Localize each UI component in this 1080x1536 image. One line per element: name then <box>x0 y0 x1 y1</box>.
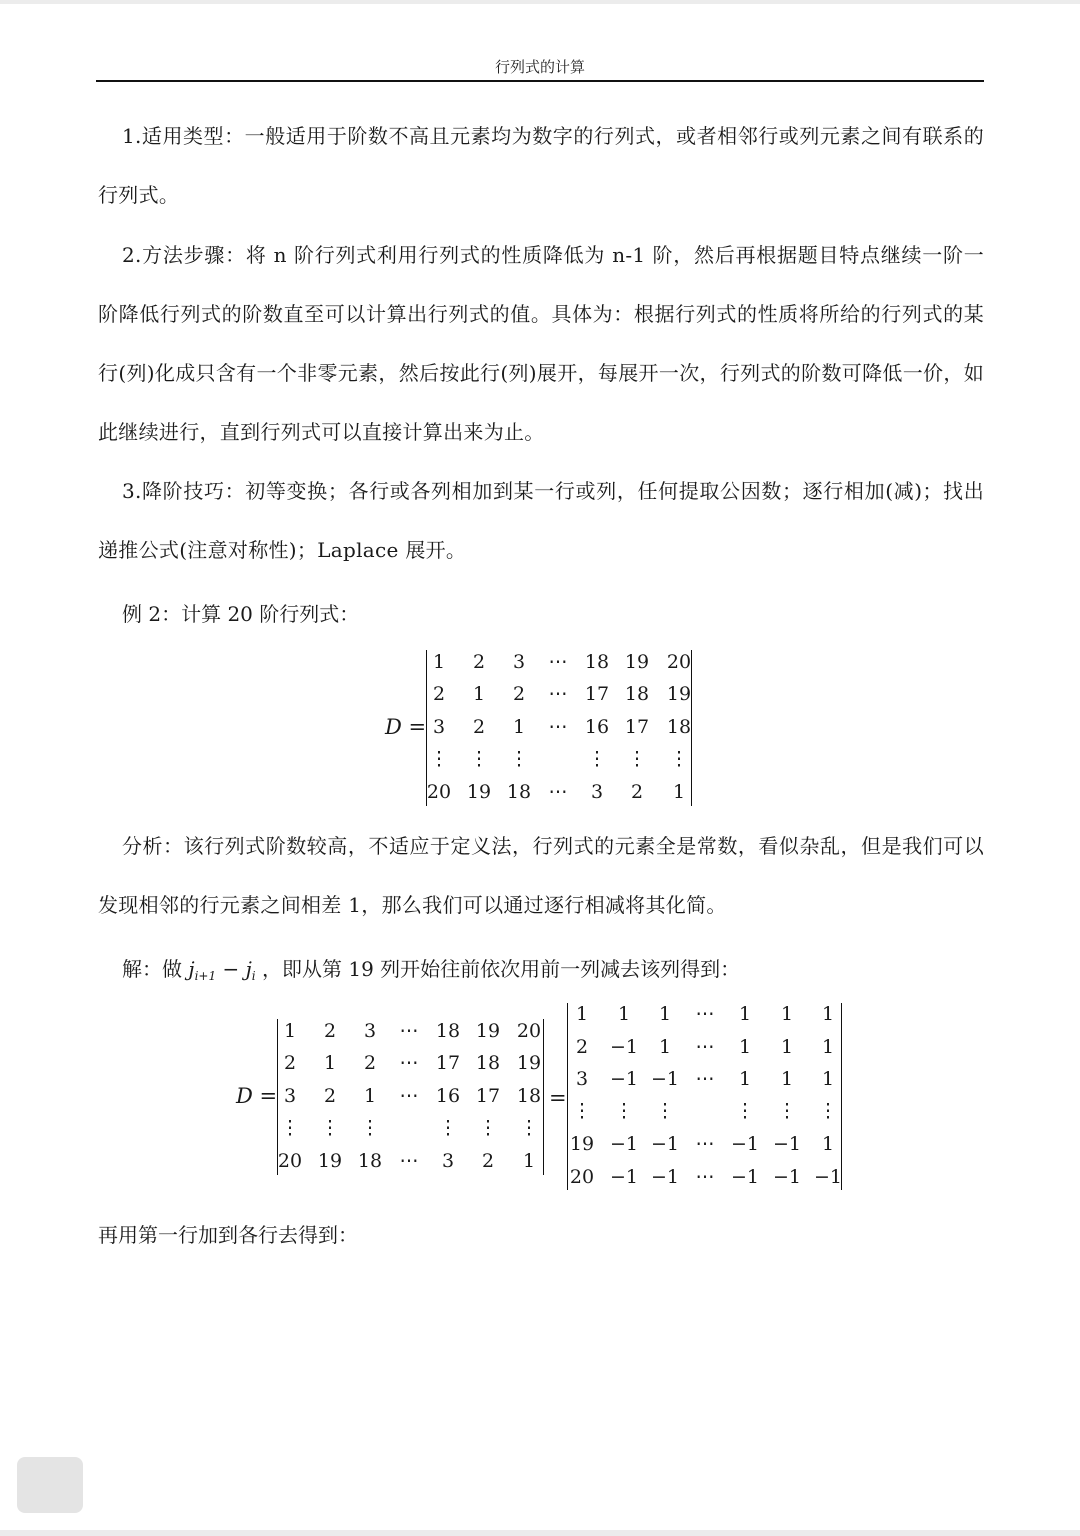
matrix-a-cell-r4-c7: ⋮ <box>669 748 689 770</box>
matrix-b-cell-r6-c2: −1 <box>609 1166 638 1188</box>
solution-j1: j <box>188 957 195 981</box>
matrix-a2-cell-r2-c4: ⋯ <box>399 1052 419 1074</box>
matrix-b-cell-r6-c6: −1 <box>772 1166 801 1188</box>
matrix-a2-cell-r5-c3: 18 <box>357 1150 383 1172</box>
matrix-a-cell-r5-c7: 1 <box>672 781 686 803</box>
matrix-a2-cell-r4-c3: ⋮ <box>360 1117 380 1139</box>
matrix-a-cell-r3-c5: 16 <box>584 716 610 738</box>
matrix-a-cell-r1-c6: 19 <box>624 651 650 673</box>
matrix-a-cell-r2-c2: 1 <box>472 683 486 705</box>
matrix-a2-cell-r3-c1: 3 <box>283 1085 297 1107</box>
matrix-b-cell-r2-c4: ⋯ <box>695 1036 715 1058</box>
bottom-edge <box>0 1530 1080 1536</box>
matrix-a-cell-r4-c2: ⋮ <box>469 748 489 770</box>
matrix-a-cell-r2-c5: 17 <box>584 683 610 705</box>
matrix-a2-cell-r4-c6: ⋮ <box>478 1117 498 1139</box>
paragraph-applicable-type: 1.适用类型：一般适用于阶数不高且元素均为数字的行列式，或者相邻行或列元素之间有联系的行列式。 <box>98 124 984 207</box>
matrix-a-cell-r3-c3: 1 <box>512 716 526 738</box>
matrix-a2-cell-r2-c2: 1 <box>323 1052 337 1074</box>
matrix-b-cell-r5-c5: −1 <box>730 1133 759 1155</box>
matrix-a2-cell-r5-c1: 20 <box>277 1150 303 1172</box>
matrix-a-cell-r4-c3: ⋮ <box>509 748 529 770</box>
paragraph-method-steps: 2.方法步骤：将 n 阶行列式利用行列式的性质降低为 n-1 阶，然后再根据题目特点继续一阶一阶降低行列式的阶数直至可以计算出行列式的值。具体为：根据行列式的性质将所给的行列式的某行(列)化成只含有一个非零元素，然后按此行(列)展开，每展开一次，行列式的阶数可降低一价，如此继续进行，直到行列式可以直接计算出来为止。 <box>98 243 984 444</box>
matrix-b-cell-r5-c3: −1 <box>650 1133 679 1155</box>
matrix-a-cell-r4-c1: ⋮ <box>429 748 449 770</box>
matrix-b-cell-r1-c7: 1 <box>821 1003 835 1025</box>
equals-sign: = <box>549 1086 567 1110</box>
matrix-a2-cell-r4-c2: ⋮ <box>320 1117 340 1139</box>
matrix-a2-cell-r5-c6: 2 <box>481 1150 495 1172</box>
matrix-b-cell-r4-c7: ⋮ <box>818 1100 838 1122</box>
matrix-a2-cell-r1-c6: 19 <box>475 1020 501 1042</box>
matrix-a2-cell-r1-c2: 2 <box>323 1020 337 1042</box>
matrix-a2-cell-r1-c4: ⋯ <box>399 1020 419 1042</box>
matrix-b-cell-r4-c3: ⋮ <box>655 1100 675 1122</box>
matrix-a2-cell-r1-c3: 3 <box>363 1020 377 1042</box>
matrix-a-cell-r2-c7: 19 <box>666 683 692 705</box>
matrix-a-cell-r4-c6: ⋮ <box>627 748 647 770</box>
matrix-b-cell-r4-c6: ⋮ <box>777 1100 797 1122</box>
matrix-a2-cell-r2-c5: 17 <box>435 1052 461 1074</box>
matrix-b-cell-r5-c7: 1 <box>821 1133 835 1155</box>
matrix-a2-cell-r2-c7: 19 <box>516 1052 542 1074</box>
matrix-a2-cell-r4-c1: ⋮ <box>280 1117 300 1139</box>
matrix-b-cell-r3-c5: 1 <box>738 1068 752 1090</box>
final-line: 再用第一行加到各行去得到： <box>98 1223 358 1247</box>
matrix-b-cell-r1-c1: 1 <box>575 1003 589 1025</box>
det3-left-bar <box>567 1003 568 1190</box>
matrix-a-cell-r5-c3: 18 <box>506 781 532 803</box>
matrix-b-cell-r1-c3: 1 <box>658 1003 672 1025</box>
matrix-b-cell-r2-c1: 2 <box>575 1036 589 1058</box>
matrix-b-cell-r6-c3: −1 <box>650 1166 679 1188</box>
matrix-b-cell-r3-c4: ⋯ <box>695 1068 715 1090</box>
matrix-b-cell-r3-c7: 1 <box>821 1068 835 1090</box>
matrix-a-cell-r1-c5: 18 <box>584 651 610 673</box>
matrix-a-cell-r3-c4: ⋯ <box>548 716 568 738</box>
example-heading: 例 2：计算 20 阶行列式： <box>122 602 360 626</box>
solution-line <box>122 953 740 983</box>
matrix-a2-cell-r3-c3: 1 <box>363 1085 377 1107</box>
matrix-b-cell-r1-c6: 1 <box>780 1003 794 1025</box>
matrix-a2-cell-r5-c2: 19 <box>317 1150 343 1172</box>
matrix-b-cell-r2-c2: −1 <box>609 1036 638 1058</box>
det-label: D = <box>385 715 427 739</box>
matrix-a2-cell-r5-c5: 3 <box>441 1150 455 1172</box>
matrix-a-cell-r2-c1: 2 <box>432 683 446 705</box>
matrix-b-cell-r3-c1: 3 <box>575 1068 589 1090</box>
matrix-a2-cell-r2-c3: 2 <box>363 1052 377 1074</box>
matrix-a-cell-r5-c6: 2 <box>630 781 644 803</box>
matrix-b-cell-r4-c5: ⋮ <box>735 1100 755 1122</box>
matrix-b-cell-r3-c6: 1 <box>780 1068 794 1090</box>
matrix-a-cell-r3-c2: 2 <box>472 716 486 738</box>
matrix-b-cell-r5-c2: −1 <box>609 1133 638 1155</box>
matrix-a-cell-r5-c4: ⋯ <box>548 781 568 803</box>
matrix-a2-cell-r3-c6: 17 <box>475 1085 501 1107</box>
matrix-b-cell-r4-c1: ⋮ <box>572 1100 592 1122</box>
solution-j2: j <box>245 957 252 981</box>
matrix-a-cell-r1-c7: 20 <box>666 651 692 673</box>
matrix-b-cell-r1-c2: 1 <box>617 1003 631 1025</box>
matrix-a2-cell-r4-c5: ⋮ <box>438 1117 458 1139</box>
matrix-b-cell-r1-c4: ⋯ <box>695 1003 715 1025</box>
top-edge <box>0 0 1080 4</box>
solution-suffix: ，即从第 19 列开始往前依次用前一列减去该列得到： <box>261 957 741 981</box>
matrix-b-cell-r5-c4: ⋯ <box>695 1133 715 1155</box>
matrix-a2-cell-r5-c4: ⋯ <box>399 1150 419 1172</box>
matrix-b-cell-r2-c7: 1 <box>821 1036 835 1058</box>
matrix-a2-cell-r3-c4: ⋯ <box>399 1085 419 1107</box>
matrix-a-cell-r5-c1: 20 <box>426 781 452 803</box>
matrix-a-cell-r5-c2: 19 <box>466 781 492 803</box>
matrix-a2-cell-r1-c5: 18 <box>435 1020 461 1042</box>
matrix-a-cell-r1-c4: ⋯ <box>548 651 568 673</box>
matrix-a-cell-r5-c5: 3 <box>590 781 604 803</box>
page-header-title: 行列式的计算 <box>494 58 585 76</box>
matrix-b-cell-r3-c2: −1 <box>609 1068 638 1090</box>
matrix-b-cell-r6-c1: 20 <box>569 1166 595 1188</box>
matrix-b-cell-r2-c6: 1 <box>780 1036 794 1058</box>
matrix-a-cell-r3-c6: 17 <box>624 716 650 738</box>
matrix-a-cell-r3-c1: 3 <box>432 716 446 738</box>
matrix-b-cell-r4-c2: ⋮ <box>614 1100 634 1122</box>
solution-minus: − <box>222 957 240 981</box>
paragraph-reduction-tips: 3.降阶技巧：初等变换；各行或各列相加到某一行或列，任何提取公因数；逐行相加(减)；找出递推公式(注意对称性)；Laplace 展开。 <box>98 479 984 562</box>
matrix-b-cell-r2-c3: 1 <box>658 1036 672 1058</box>
matrix-b-cell-r5-c6: −1 <box>772 1133 801 1155</box>
matrix-a-cell-r2-c6: 18 <box>624 683 650 705</box>
det-label-2: D = <box>236 1084 278 1108</box>
matrix-a2-cell-r3-c7: 18 <box>516 1085 542 1107</box>
matrix-b-cell-r5-c1: 19 <box>569 1133 595 1155</box>
matrix-a-cell-r3-c7: 18 <box>666 716 692 738</box>
matrix-a2-cell-r3-c2: 2 <box>323 1085 337 1107</box>
matrix-a-cell-r1-c3: 3 <box>512 651 526 673</box>
matrix-a-cell-r1-c1: 1 <box>432 651 446 673</box>
matrix-a-cell-r1-c2: 2 <box>472 651 486 673</box>
matrix-b-cell-r2-c5: 1 <box>738 1036 752 1058</box>
floating-action-button[interactable] <box>17 1457 83 1513</box>
paragraph-analysis: 分析：该行列式阶数较高，不适应于定义法，行列式的元素全是常数，看似杂乱，但是我们可以发现相邻的行元素之间相差 1，那么我们可以通过逐行相减将其化简。 <box>98 834 984 917</box>
solution-prefix: 解：做 <box>122 957 182 981</box>
solution-sub-i: i <box>251 969 256 983</box>
matrix-b-cell-r6-c5: −1 <box>730 1166 759 1188</box>
solution-sub-i-plus-1: i+1 <box>194 969 217 983</box>
matrix-a-cell-r4-c5: ⋮ <box>587 748 607 770</box>
matrix-a-cell-r2-c4: ⋯ <box>548 683 568 705</box>
matrix-a2-cell-r1-c1: 1 <box>283 1020 297 1042</box>
matrix-a2-cell-r1-c7: 20 <box>516 1020 542 1042</box>
matrix-b-cell-r6-c4: ⋯ <box>695 1166 715 1188</box>
matrix-a2-cell-r2-c1: 2 <box>283 1052 297 1074</box>
header-rule <box>96 80 984 82</box>
matrix-a2-cell-r5-c7: 1 <box>522 1150 536 1172</box>
matrix-a-cell-r2-c3: 2 <box>512 683 526 705</box>
matrix-a2-cell-r4-c7: ⋮ <box>519 1117 539 1139</box>
matrix-b-cell-r3-c3: −1 <box>650 1068 679 1090</box>
matrix-a2-cell-r3-c5: 16 <box>435 1085 461 1107</box>
matrix-a2-cell-r2-c6: 18 <box>475 1052 501 1074</box>
det3-right-bar <box>841 1003 842 1190</box>
matrix-b-cell-r6-c7: −1 <box>813 1166 842 1188</box>
matrix-b-cell-r1-c5: 1 <box>738 1003 752 1025</box>
